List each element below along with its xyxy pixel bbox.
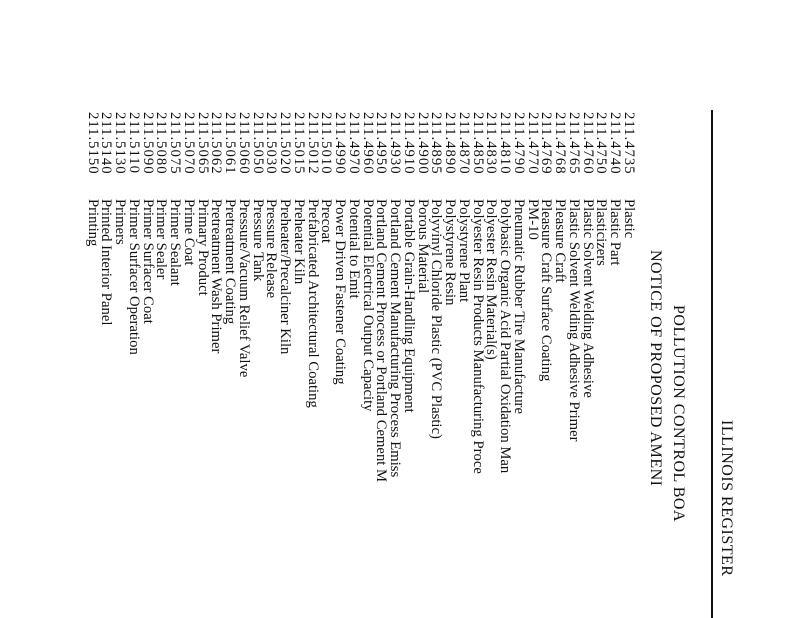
defined-term: Prefabricated Architectural Coating (304, 199, 321, 408)
list-item (525, 112, 539, 482)
defined-term: PM-10 (524, 199, 541, 240)
list-item (209, 112, 223, 482)
list-item (113, 112, 127, 482)
section-number: 211.4750 (593, 112, 610, 175)
section-number: 211.4950 (373, 112, 390, 175)
defined-term: Preheater Kiln (291, 199, 307, 285)
section-number: 211.4870 (456, 112, 472, 175)
defined-term: Primer Sealer (153, 199, 170, 280)
section-number: 211.4790 (511, 112, 527, 175)
defined-term: Plastic (621, 199, 637, 239)
section-number: 211.4740 (607, 112, 624, 175)
defined-term: Pressure Release (263, 199, 280, 299)
defined-term: Pneumatic Rubber Tire Manufacture (511, 199, 527, 414)
section-number: 211.5090 (139, 112, 156, 175)
defined-term: Primer Surfacer Coat (139, 199, 156, 324)
defined-term: Porous Material (414, 199, 431, 294)
section-number: 211.4900 (414, 112, 431, 175)
defined-term: Polystyrene Plant (456, 199, 472, 303)
list-item (443, 112, 457, 482)
defined-term: Prime Coat (181, 199, 197, 266)
header-rule (711, 110, 713, 618)
list-item (99, 112, 113, 482)
section-number: 211.5065 (194, 112, 211, 175)
defined-term: Plastic Solvent Welding Adhesive Primer (566, 199, 582, 442)
defined-term: Polybasic Organic Acid Partial Oxidation Man (497, 199, 514, 474)
defined-term: Plasticizers (593, 199, 610, 266)
list-item (594, 112, 608, 482)
list-item (291, 112, 305, 482)
defined-term: Potential Electrical Output Capacity (359, 199, 376, 412)
defined-term: Printed Interior Panel (98, 199, 115, 326)
section-number: 211.4770 (524, 112, 541, 175)
list-item (181, 112, 195, 482)
list-item (429, 112, 443, 482)
section-number: 211.4769 (538, 112, 555, 175)
list-item (401, 112, 415, 482)
list-item (264, 112, 278, 482)
defined-term: Precoat (318, 199, 335, 244)
defined-term: Plastic Part (607, 199, 624, 266)
definition-list (85, 112, 635, 482)
list-item (140, 112, 154, 482)
list-item (608, 112, 622, 482)
list-item (333, 112, 347, 482)
defined-term: Polyvinyl Chloride Plastic (PVC Plastic) (428, 199, 445, 439)
list-item (223, 112, 237, 482)
list-item (511, 112, 525, 482)
section-number: 211.5050 (249, 112, 266, 175)
list-item (388, 112, 402, 482)
list-item (154, 112, 168, 482)
defined-term: Pleasure Craft (552, 199, 569, 283)
section-number: 211.5130 (112, 112, 129, 175)
list-item (305, 112, 319, 482)
board-heading: POLLUTION CONTROL BOA (670, 305, 687, 523)
list-item (168, 112, 182, 482)
section-number: 211.4850 (469, 112, 486, 175)
defined-term: Pressure Tank (249, 199, 266, 282)
defined-term: Primary Product (194, 199, 211, 296)
list-item (553, 112, 567, 482)
section-number: 211.5110 (126, 112, 142, 174)
list-item (566, 112, 580, 482)
section-number: 211.4830 (483, 112, 500, 175)
defined-term: Polyester Resin Material(s) (483, 199, 500, 360)
list-item (415, 112, 429, 482)
defined-term: Pretreatment Coating (222, 199, 239, 325)
section-number: 211.5062 (208, 112, 225, 175)
section-number: 211.5150 (84, 112, 101, 175)
section-number: 211.5080 (153, 112, 170, 175)
defined-term: Preheater/Precalciner Kiln (277, 199, 294, 355)
list-item (360, 112, 374, 482)
defined-term: Potential to Emit (346, 199, 362, 299)
list-item (539, 112, 553, 482)
defined-term: Primers (112, 199, 129, 245)
list-item (250, 112, 264, 482)
section-number: 211.4890 (442, 112, 459, 175)
section-number: 211.4895 (428, 112, 445, 175)
section-number: 211.4768 (552, 112, 569, 175)
list-item (456, 112, 470, 482)
defined-term: Primer Sealant (167, 199, 184, 286)
defined-term: Plastic Solvent Welding Adhesive (579, 199, 596, 398)
list-item (236, 112, 250, 482)
section-number: 211.5010 (318, 112, 335, 175)
list-item (319, 112, 333, 482)
section-number: 211.5075 (167, 112, 184, 175)
defined-term: Portland Cement Process or Portland Cement M (373, 199, 390, 483)
defined-term: Portable Grain-Handling Equipment (401, 199, 417, 413)
section-number: 211.4810 (497, 112, 514, 175)
section-number: 211.5061 (222, 112, 239, 175)
list-item (470, 112, 484, 482)
section-number: 211.4910 (401, 112, 417, 175)
defined-term: Polystyrene Resin (442, 199, 459, 306)
section-number: 211.5070 (181, 112, 197, 175)
section-number: 211.5060 (236, 112, 252, 175)
list-item (498, 112, 512, 482)
section-number: 211.4970 (346, 112, 362, 175)
defined-term: Polyester Resin Products Manufacturing Proce (469, 199, 486, 474)
section-number: 211.4930 (387, 112, 404, 175)
defined-term: Pleasure Craft Surface Coating (538, 199, 555, 382)
notice-heading: NOTICE OF PROPOSED AMENI (647, 250, 664, 487)
list-item (195, 112, 209, 482)
section-number: 211.5140 (98, 112, 115, 175)
defined-term: Printing (84, 199, 101, 247)
defined-term: Pressure/Vacuum Relief Valve (236, 199, 252, 378)
list-item (484, 112, 498, 482)
defined-term: Power Driven Fastener Coating (332, 199, 349, 385)
section-number: 211.4960 (359, 112, 376, 175)
section-number: 211.5020 (277, 112, 294, 175)
list-item (621, 112, 635, 482)
list-item (580, 112, 594, 482)
defined-term: Primer Surfacer Operation (126, 199, 142, 355)
list-item (126, 112, 140, 482)
list-item (85, 112, 99, 482)
list-item (374, 112, 388, 482)
section-number: 211.5030 (263, 112, 280, 175)
section-number: 211.4765 (566, 112, 582, 175)
section-number: 211.4760 (579, 112, 596, 175)
section-number: 211.4990 (332, 112, 349, 175)
list-item (346, 112, 360, 482)
defined-term: Portland Cement Manufacturing Process Emiss (387, 199, 404, 478)
register-heading: ILLINOIS REGISTER (718, 420, 735, 577)
section-number: 211.5012 (304, 112, 321, 175)
defined-term: Pretreatment Wash Primer (208, 199, 225, 354)
list-item (278, 112, 292, 482)
section-number: 211.5015 (291, 112, 307, 175)
section-number: 211.4735 (621, 112, 637, 175)
